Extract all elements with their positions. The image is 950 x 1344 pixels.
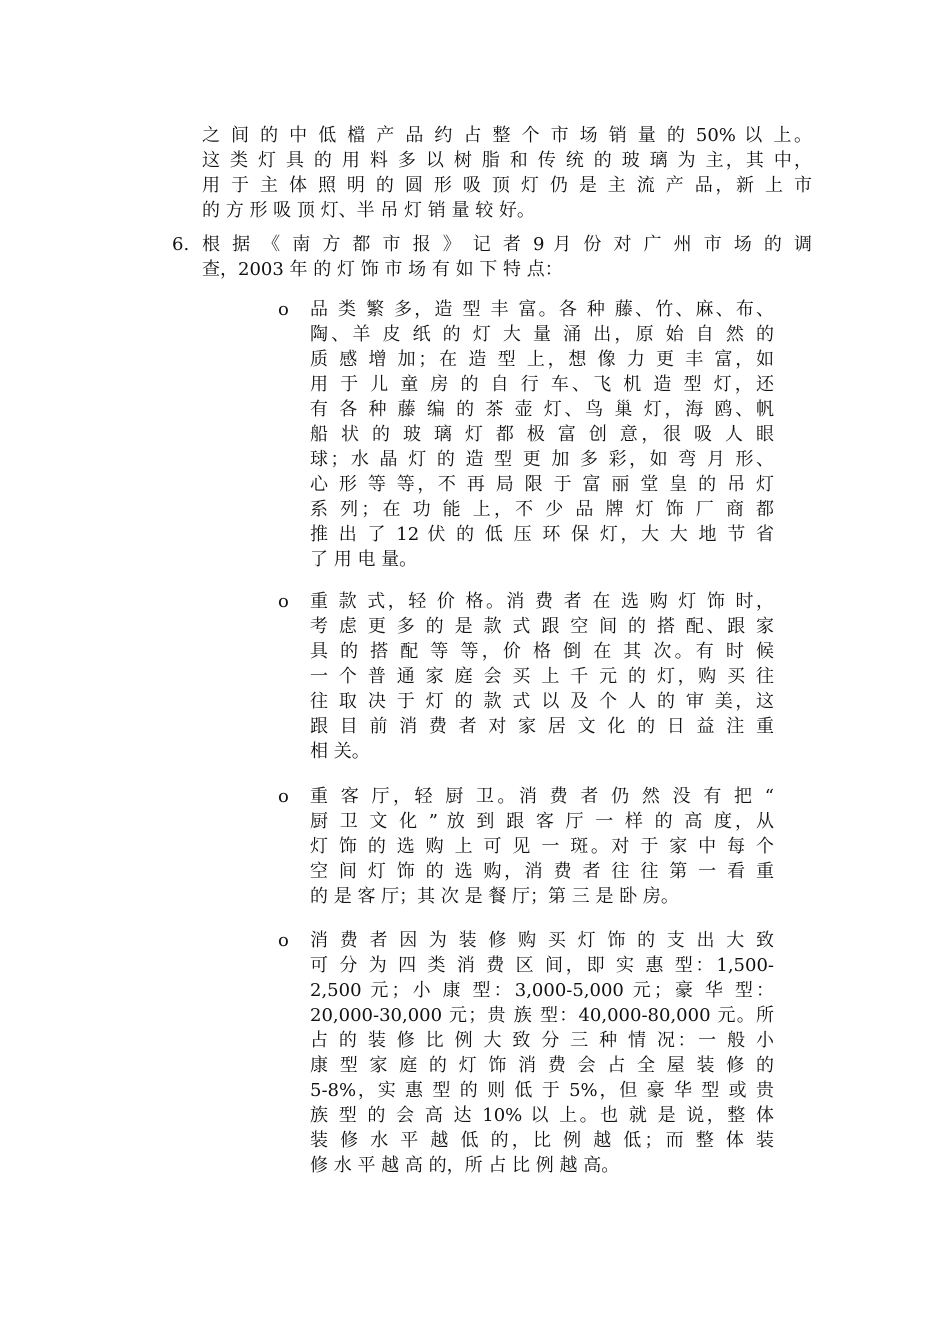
bullet-item-living-room <box>310 784 774 909</box>
text-line: 根 据 《 南 方 都 市 报 》 记 者 9 月 份 对 广 州 市 场 的 调 <box>202 234 812 255</box>
text-line: 装 修 水 平 越 低 的，比 例 越 低；而 整 体 装 <box>310 1130 774 1151</box>
bullet-item-variety <box>310 297 774 572</box>
text-line: 这 类 灯 具 的 用 料 多 以 树 脂 和 传 统 的 玻 璃 为 主，其 中， <box>202 150 812 171</box>
text-line: 的 方 形 吸 顶 灯、半 吊 灯 销 量 较 好。 <box>202 200 535 221</box>
text-line: 重 款 式，轻 价 格。消 费 者 在 选 购 灯 饰 时， <box>310 591 774 612</box>
text-line: 消 费 者 因 为 装 修 购 买 灯 饰 的 支 出 大 致 <box>310 930 774 951</box>
bullet-marker: o <box>278 930 289 951</box>
text-line: 之 间 的 中 低 檔 产 品 约 占 整 个 市 场 销 量 的 50% 以 上。 <box>202 125 812 146</box>
text-line: 相 关。 <box>310 741 370 762</box>
text-line: 厨 卫 文 化 ” 放 到 跟 客 厅 一 样 的 高 度，从 <box>310 811 774 832</box>
bullet-marker: o <box>278 591 289 612</box>
text-line: 用 于 主 体 照 明 的 圆 形 吸 顶 灯 仍 是 主 流 产 品，新 上 市 <box>202 175 812 196</box>
text-line: 的 是 客 厅；其 次 是 餐 厅；第 三 是 卧 房。 <box>310 886 679 907</box>
text-line: 系 列；在 功 能 上，不 少 品 牌 灯 饰 厂 商 都 <box>310 499 774 520</box>
bullet-marker: o <box>278 299 289 320</box>
text-line: 族 型 的 会 高 达 10% 以 上。也 就 是 说，整 体 <box>310 1105 774 1126</box>
text-line: 可 分 为 四 类 消 费 区 间，即 实 惠 型：1,500- <box>310 955 774 976</box>
text-line: 了 用 电 量。 <box>310 549 418 570</box>
text-line: 跟 目 前 消 费 者 对 家 居 文 化 的 日 益 注 重 <box>310 716 774 737</box>
bullet-item-spending <box>310 928 774 1178</box>
text-line: 灯 饰 的 选 购 上 可 见 一 斑。对 于 家 中 每 个 <box>310 836 774 857</box>
text-line: 船 状 的 玻 璃 灯 都 极 富 创 意，很 吸 人 眼 <box>310 424 774 445</box>
text-line: 品 类 繁 多，造 型 丰 富。各 种 藤、竹、麻、布、 <box>310 299 774 320</box>
text-line: 修 水 平 越 高 的，所 占 比 例 越 高。 <box>310 1155 620 1176</box>
bullet-item-style <box>310 589 774 764</box>
list-item-6 <box>202 232 812 282</box>
text-line: 20,000-30,000 元；贵 族 型：40,000-80,000 元。所 <box>310 1005 774 1026</box>
text-line: 心 形 等 等，不 再 局 限 于 富 丽 堂 皇 的 吊 灯 <box>310 474 774 495</box>
text-line: 查，2003 年 的 灯 饰 市 场 有 如 下 特 点： <box>202 259 563 280</box>
text-line: 考 虑 更 多 的 是 款 式 跟 空 间 的 搭 配、跟 家 <box>310 616 774 637</box>
text-line: 5-8%，实 惠 型 的 则 低 于 5%，但 豪 华 型 或 贵 <box>310 1080 774 1101</box>
text-line: 用 于 儿 童 房 的 自 行 车、飞 机 造 型 灯，还 <box>310 374 774 395</box>
list-item-number: 6. <box>172 234 190 255</box>
text-line: 2,500 元；小 康 型：3,000-5,000 元；豪 华 型： <box>310 980 774 1001</box>
text-line: 重 客 厅，轻 厨 卫。消 费 者 仍 然 没 有 把 “ <box>310 786 774 807</box>
text-line: 占 的 装 修 比 例 大 致 分 三 种 情 况：一 般 小 <box>310 1030 774 1051</box>
text-line: 球；水 晶 灯 的 造 型 更 加 多 彩，如 弯 月 形、 <box>310 449 774 470</box>
text-line: 推 出 了 12 伏 的 低 压 环 保 灯，大 大 地 节 省 <box>310 524 774 545</box>
bullet-marker: o <box>278 786 289 807</box>
text-line: 一 个 普 通 家 庭 会 买 上 千 元 的 灯，购 买 往 <box>310 666 774 687</box>
intro-paragraph <box>202 123 812 223</box>
text-line: 往 取 决 于 灯 的 款 式 以 及 个 人 的 审 美，这 <box>310 691 774 712</box>
text-line: 康 型 家 庭 的 灯 饰 消 费 会 占 全 屋 装 修 的 <box>310 1055 774 1076</box>
text-line: 陶、羊 皮 纸 的 灯 大 量 涌 出，原 始 自 然 的 <box>310 324 774 345</box>
text-line: 有 各 种 藤 编 的 茶 壶 灯、鸟 巢 灯，海 鸥、帆 <box>310 399 774 420</box>
text-line: 具 的 搭 配 等 等，价 格 倒 在 其 次。有 时 候 <box>310 641 774 662</box>
text-line: 空 间 灯 饰 的 选 购，消 费 者 往 往 第 一 看 重 <box>310 861 774 882</box>
text-line: 质 感 增 加；在 造 型 上，想 像 力 更 丰 富，如 <box>310 349 774 370</box>
